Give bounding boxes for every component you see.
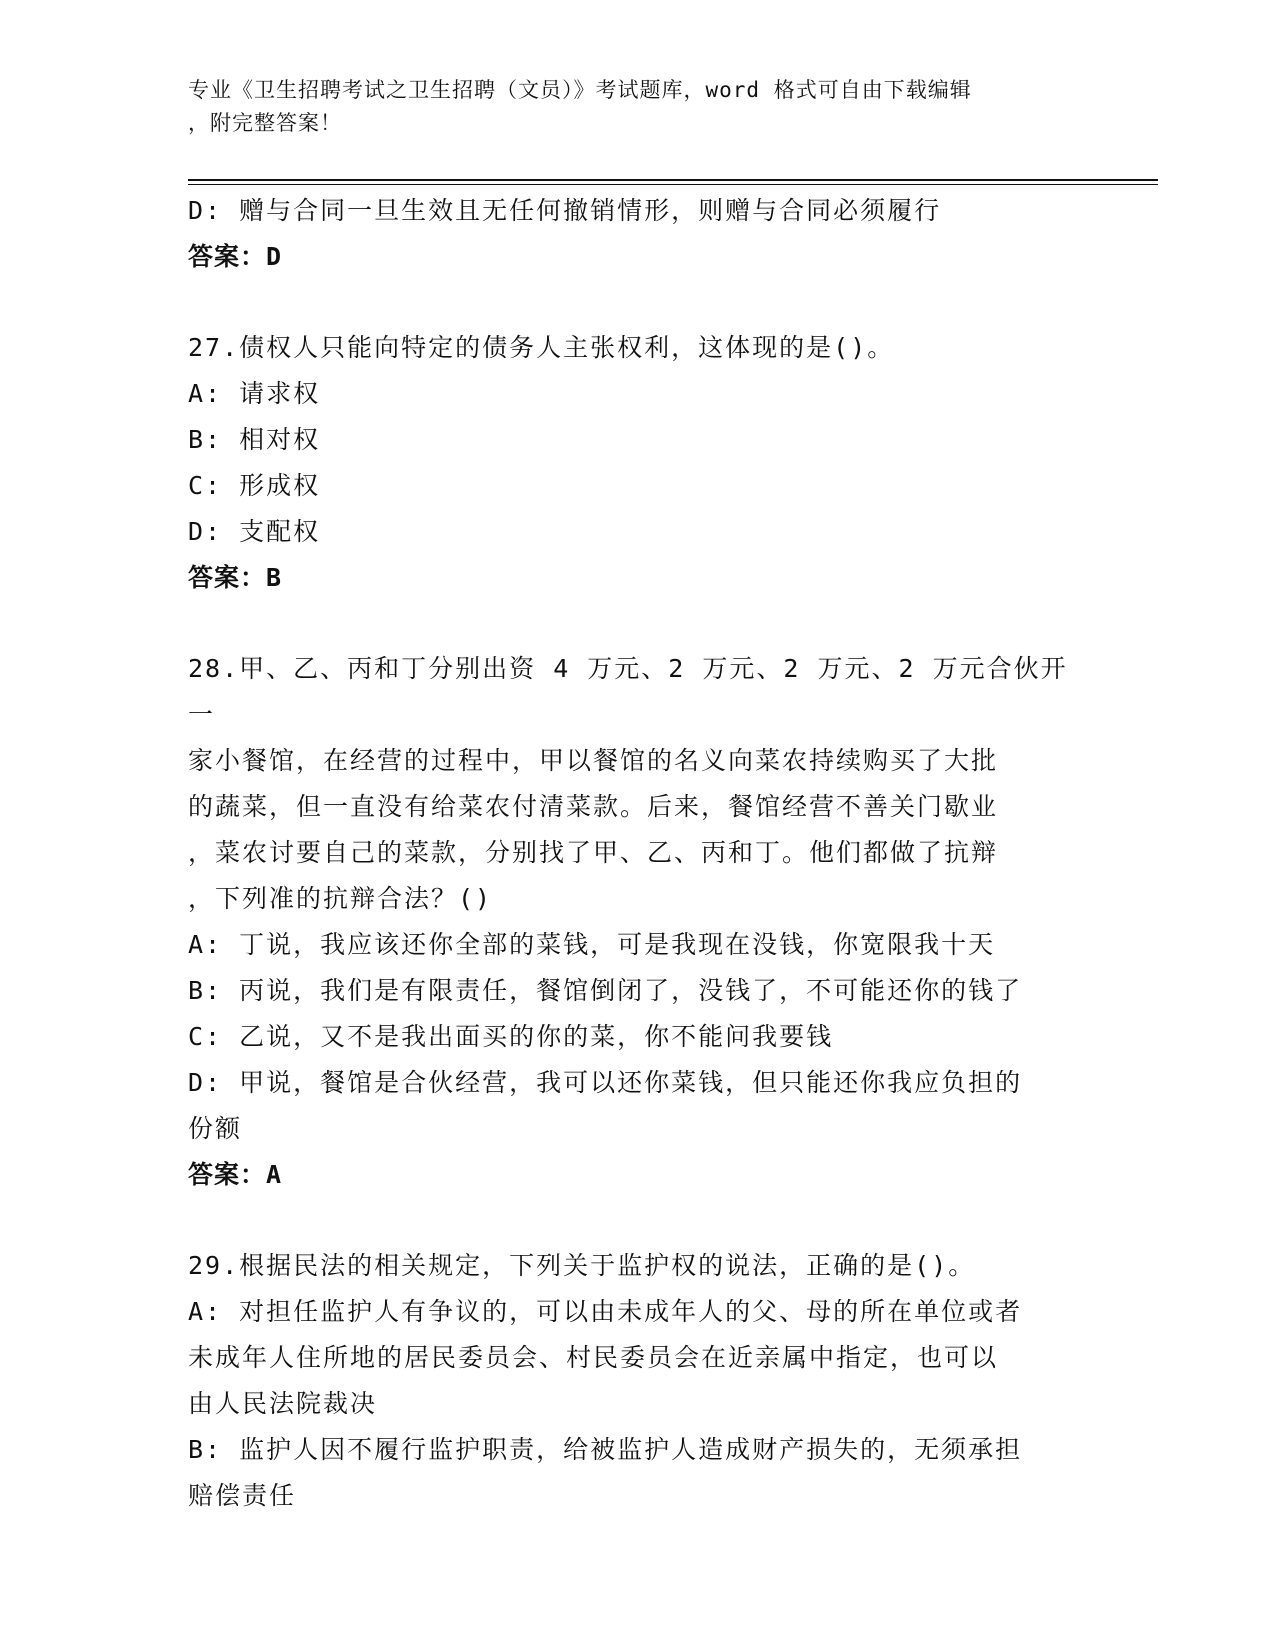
option-a: A: 丁说，我应该还你全部的菜钱，可是我现在没钱，你宽限我十天: [188, 930, 996, 959]
header-line-1: 专业《卫生招聘考试之卫生招聘（文员）》考试题库，word 格式可自由下载编辑: [188, 78, 972, 102]
option-a: A: 请求权: [188, 379, 321, 408]
question-text-line: 28.甲、乙、丙和丁分别出资 4 万元、2 万元、2 万元、2 万元合伙开一: [188, 654, 1068, 729]
header-line-2: ，附完整答案！: [188, 111, 342, 135]
option-d: D: 支配权: [188, 517, 321, 546]
header-divider-thin: [188, 184, 1158, 185]
question-text: 27.债权人只能向特定的债务人主张权利，这体现的是()。: [188, 333, 895, 362]
question-text: 29.根据民法的相关规定，下列关于监护权的说法，正确的是()。: [188, 1251, 976, 1280]
answer-line: 答案：D: [188, 242, 283, 271]
question-text-line: ，菜农讨要自己的菜款，分别找了甲、乙、丙和丁。他们都做了抗辩: [188, 838, 999, 867]
document-body: [188, 188, 1088, 1519]
question-27: [188, 325, 1088, 601]
answer-line: 答案：B: [188, 563, 283, 592]
question-text-line: 家小餐馆，在经营的过程中，甲以餐馆的名义向菜农持续购买了大批: [188, 746, 999, 775]
option-a: A: 对担任监护人有争议的，可以由未成年人的父、母的所在单位或者: [188, 1297, 1023, 1326]
option-d: D: 甲说，餐馆是合伙经营，我可以还你菜钱，但只能还你我应负担的: [188, 1068, 1023, 1097]
option-d: D: 赠与合同一旦生效且无任何撤销情形，则赠与合同必须履行: [188, 196, 942, 225]
option-a-continuation: 未成年人住所地的居民委员会、村民委员会在近亲属中指定，也可以: [188, 1343, 999, 1372]
option-c: C: 形成权: [188, 471, 321, 500]
document-header: [188, 74, 1088, 140]
option-b-continuation: 赔偿责任: [188, 1481, 297, 1510]
option-b: B: 相对权: [188, 425, 321, 454]
option-a-continuation: 由人民法院裁决: [188, 1389, 378, 1418]
option-d-continuation: 份额: [188, 1114, 243, 1143]
header-divider-thick: [188, 179, 1158, 181]
question-28: [188, 646, 1088, 1198]
question-29: [188, 1243, 1088, 1519]
option-b: B: 丙说，我们是有限责任，餐馆倒闭了，没钱了，不可能还你的钱了: [188, 976, 1023, 1005]
question-text-line: ，下列准的抗辩合法？(): [188, 884, 493, 913]
question-text-line: 的蔬菜，但一直没有给菜农付清菜款。后来，餐馆经营不善关门歇业: [188, 792, 999, 821]
option-b: B: 监护人因不履行监护职责，给被监护人造成财产损失的，无须承担: [188, 1435, 1023, 1464]
option-c: C: 乙说，又不是我出面买的你的菜，你不能问我要钱: [188, 1022, 834, 1051]
answer-line: 答案：A: [188, 1160, 283, 1189]
previous-question-tail: [188, 188, 1088, 280]
